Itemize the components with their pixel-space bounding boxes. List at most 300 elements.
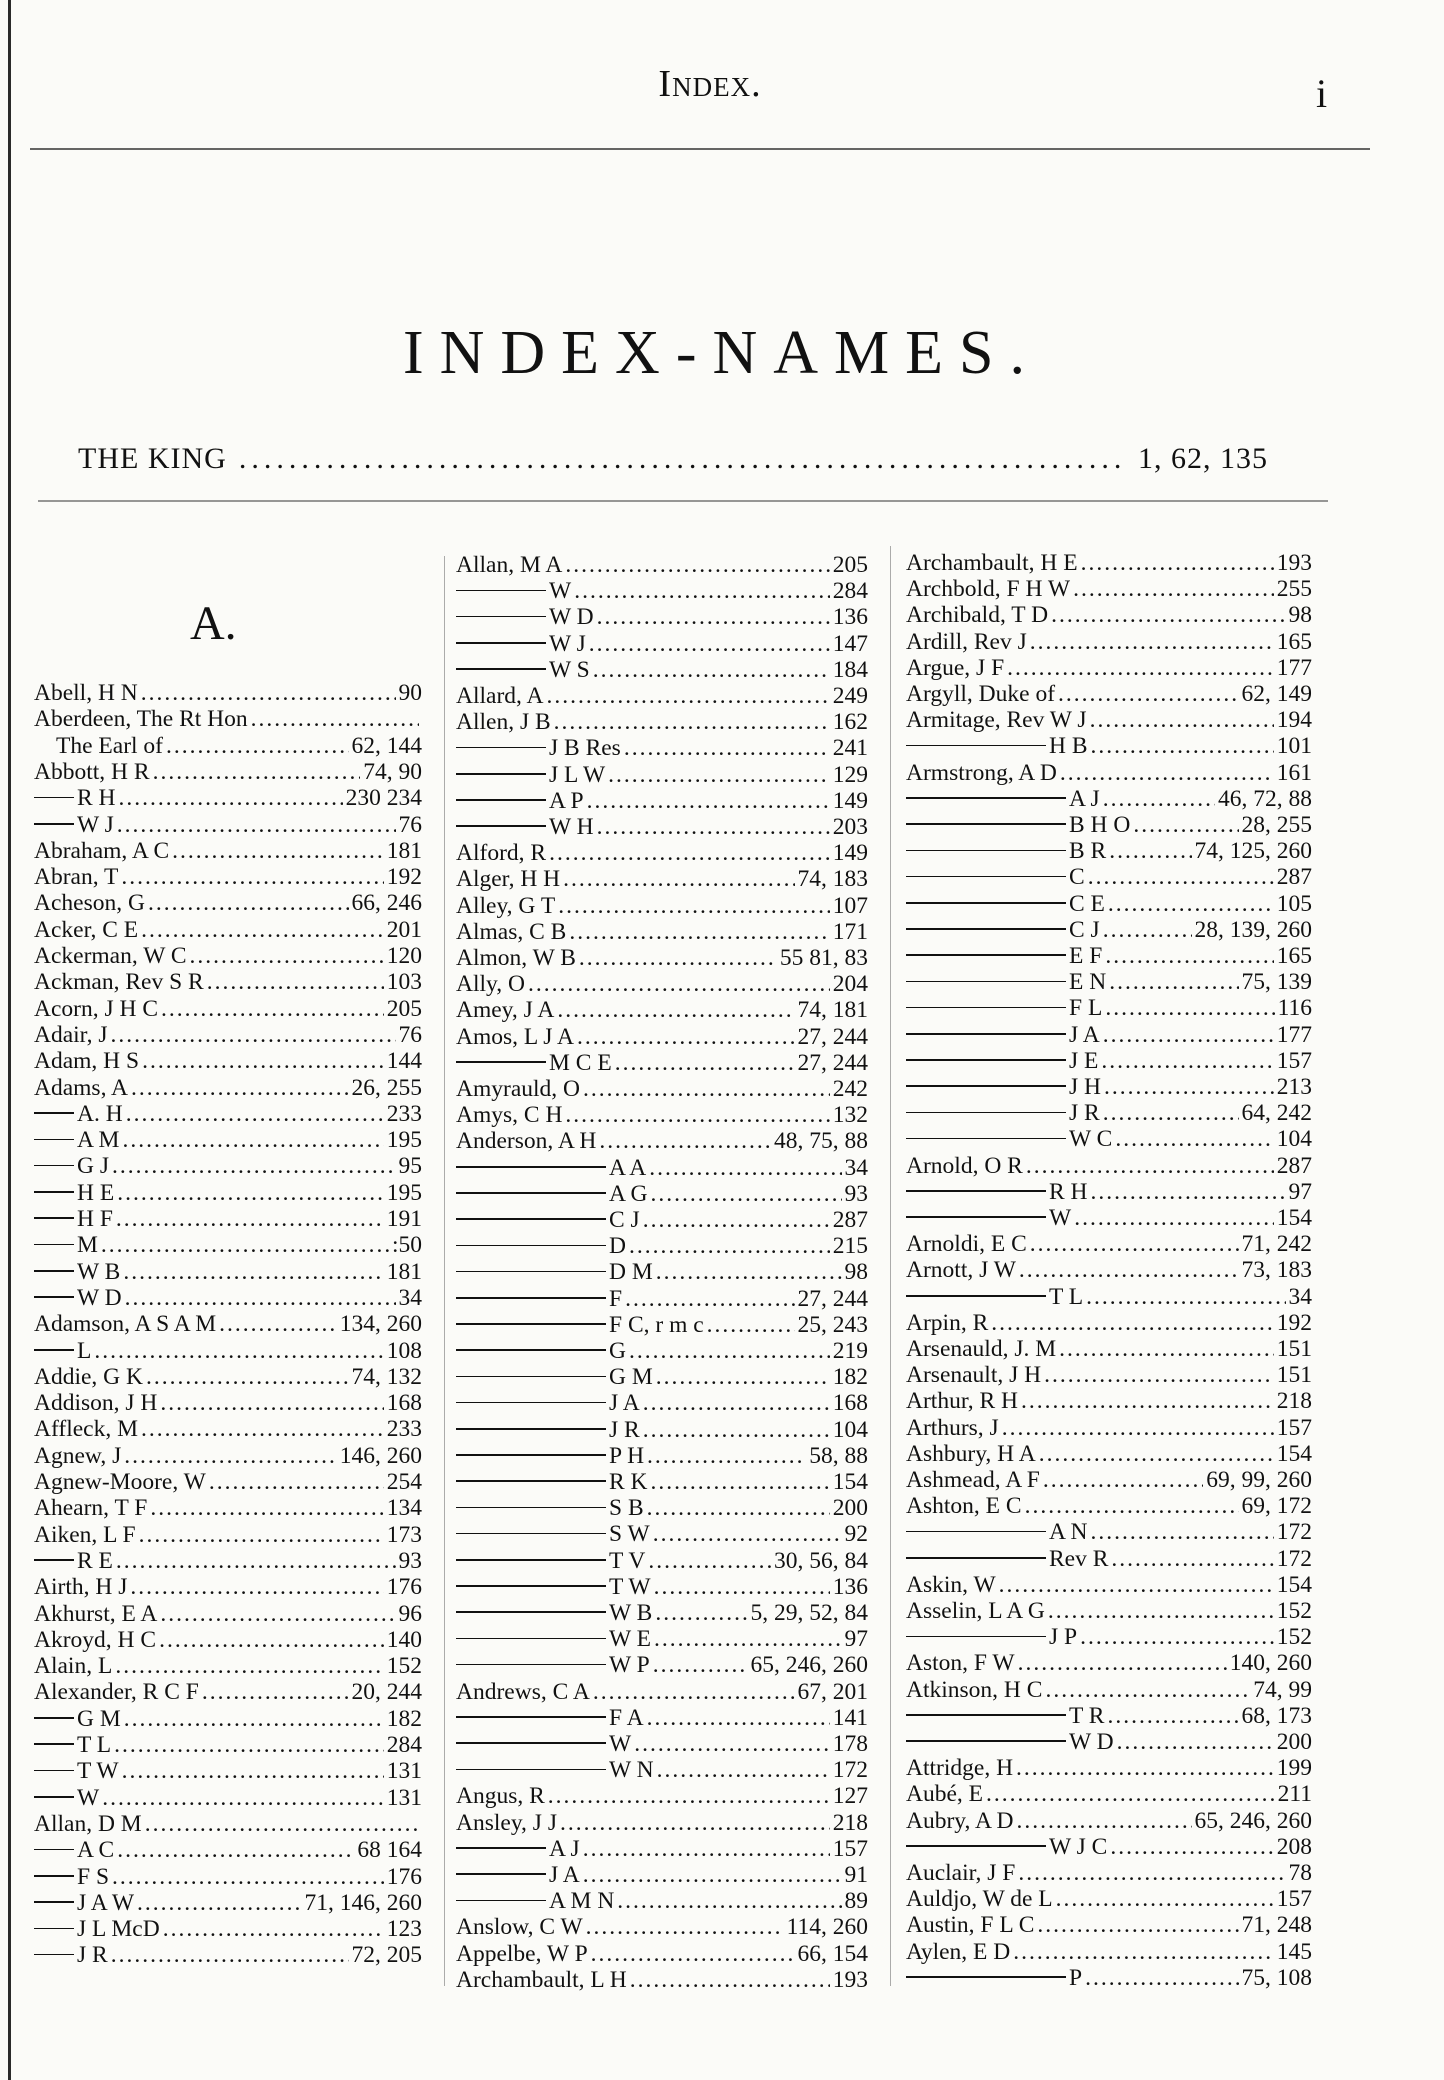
leader-dots [1016, 1755, 1274, 1781]
index-entry [906, 838, 1312, 864]
entry-name-text: Agnew, J [34, 1442, 122, 1469]
entry-pages: 192 [1276, 1309, 1312, 1336]
entry-pages: 68, 173 [1241, 1702, 1312, 1729]
entry-name [906, 733, 1088, 759]
entry-name [34, 1495, 147, 1521]
entry-name-text: Archambault, H E [906, 550, 1078, 576]
entry-pages: 134 [386, 1495, 422, 1522]
entry-name [906, 1100, 1100, 1126]
entry-name [34, 943, 187, 969]
entry-name [906, 917, 1100, 943]
leader-dots [1091, 733, 1274, 759]
index-entry [906, 891, 1312, 917]
entry-pages: 199 [1276, 1755, 1312, 1782]
index-entry [906, 969, 1312, 995]
entry-pages: 90 [398, 680, 422, 706]
entry-name [456, 1521, 650, 1547]
entry-name [456, 1155, 646, 1181]
ditto-rule [906, 954, 1066, 956]
leader-dots [1117, 1729, 1274, 1755]
entry-name-text: P H [609, 1442, 645, 1469]
leader-dots [1060, 760, 1274, 786]
entry-pages: 55 81, 83 [779, 945, 868, 971]
entry-name-text: J A W [77, 1889, 135, 1916]
leader-dots [583, 1862, 842, 1888]
entry-name [906, 655, 1004, 681]
entry-name-text: T W [609, 1573, 651, 1600]
entry-pages: 154 [1276, 1571, 1312, 1598]
index-entry [456, 709, 868, 735]
entry-name-text: Alexander, R C F [34, 1679, 199, 1706]
entry-pages: 192 [386, 864, 422, 891]
entry-name [456, 1128, 596, 1154]
entry-pages: 242 [832, 1076, 868, 1102]
entry-pages: 145 [1276, 1938, 1312, 1965]
leader-dots [1025, 1493, 1239, 1519]
entry-pages: 211 [1277, 1781, 1312, 1808]
entry-name [456, 1495, 644, 1521]
entry-name [906, 707, 1087, 733]
ditto-rule [906, 1033, 1066, 1035]
entry-name [456, 788, 584, 814]
entry-pages: 28, 255 [1241, 812, 1312, 838]
entry-pages: 161 [1276, 759, 1312, 786]
leader-dots [139, 1522, 384, 1548]
index-entry [456, 1836, 868, 1862]
index-entry [456, 1783, 868, 1809]
entry-name [34, 1153, 109, 1179]
ditto-rule [906, 902, 1066, 904]
entry-pages: 74, 132 [351, 1363, 422, 1390]
index-entry [906, 1834, 1312, 1860]
index-entry [906, 1415, 1312, 1441]
entry-name [906, 969, 1106, 995]
leader-dots [1103, 1100, 1239, 1126]
entry-name [906, 550, 1078, 576]
entry-name [34, 1232, 98, 1258]
ditto-rule [34, 1112, 74, 1114]
ditto-rule [456, 1402, 606, 1404]
index-entry [34, 1864, 422, 1890]
entry-name-text: M C E [549, 1049, 612, 1076]
entry-name-text: Archambault, L H [456, 1966, 627, 1993]
index-entry [906, 1965, 1312, 1991]
leader-dots [1007, 655, 1274, 681]
entry-name [456, 1941, 588, 1967]
entry-pages: 134, 260 [339, 1311, 422, 1338]
entry-name [34, 1732, 111, 1758]
entry-pages: 168 [832, 1390, 868, 1417]
entry-pages: 30, 56, 84 [774, 1547, 868, 1574]
entry-name-text: Akroyd, H C [34, 1626, 157, 1653]
entry-name [456, 1024, 574, 1050]
leader-dots [583, 1076, 830, 1102]
index-entry [456, 1600, 868, 1626]
leader-dots [116, 1206, 384, 1232]
entry-pages: 27, 244 [797, 1285, 868, 1312]
index-entry [906, 1310, 1312, 1336]
leader-dots [546, 683, 829, 709]
entry-name-text: R K [609, 1469, 648, 1495]
entry-name [906, 602, 1048, 628]
entry-name-text: F L [1069, 995, 1103, 1022]
entry-name-text: Aberdeen, The Rt Hon [34, 706, 248, 733]
leader-dots [112, 1864, 384, 1890]
entry-name [906, 1624, 1077, 1650]
entry-pages: 127 [832, 1783, 868, 1810]
leader-dots [625, 1286, 794, 1312]
leader-dots [1105, 943, 1273, 969]
entry-name-text: Askin, W [906, 1571, 996, 1598]
entry-name [34, 1311, 216, 1337]
entry-name [456, 683, 543, 709]
index-entry [456, 1259, 868, 1285]
index-entry [34, 1048, 422, 1074]
entry-name-text: Austin, F L C [906, 1912, 1035, 1939]
entry-pages: 78 [1288, 1860, 1312, 1886]
entry-name [34, 1890, 134, 1916]
ditto-rule [906, 1085, 1066, 1087]
index-entry [906, 864, 1312, 890]
index-entry [456, 1102, 868, 1128]
entry-name-text: Airth, H J [34, 1574, 128, 1601]
leader-dots [1104, 1074, 1274, 1100]
entry-name [456, 840, 546, 866]
entry-name [34, 1285, 122, 1311]
entry-name-text: T L [77, 1732, 112, 1758]
entry-name-text: Allan, M A [456, 552, 563, 578]
entry-name [456, 1862, 580, 1888]
entry-name [906, 1231, 1027, 1257]
entry-pages: 241 [832, 735, 868, 762]
entry-name-text: A G [609, 1180, 648, 1207]
entry-pages: 152 [1276, 1598, 1312, 1624]
index-entry [456, 1050, 868, 1076]
entry-name [906, 943, 1102, 969]
leader-dots [558, 893, 830, 919]
index-entry [456, 1233, 868, 1259]
entry-name-text: Rev R [1049, 1545, 1109, 1572]
entry-name-text: Asselin, L A G [906, 1598, 1045, 1624]
index-entry [34, 1443, 422, 1469]
index-entry [34, 1785, 422, 1811]
leader-dots [557, 997, 794, 1023]
entry-name-text: G [609, 1338, 626, 1364]
entry-pages: 136 [832, 604, 868, 631]
entry-name [906, 1415, 999, 1441]
entry-name [906, 891, 1105, 917]
entry-name-text: W J [549, 630, 586, 657]
entry-name [906, 1729, 1114, 1755]
entry-name-text: J E [1069, 1047, 1099, 1074]
entry-name [906, 1126, 1112, 1152]
entry-pages: 104 [832, 1416, 868, 1443]
leader-dots [1048, 1598, 1274, 1624]
entry-name-text: D M [609, 1259, 653, 1286]
ditto-rule [906, 1007, 1066, 1009]
leader-dots [1107, 1703, 1238, 1729]
entry-pages: 25, 243 [797, 1311, 868, 1338]
entry-pages: 200 [1276, 1729, 1312, 1755]
index-entry [34, 1311, 422, 1337]
entry-name [34, 917, 138, 943]
index-entry [34, 838, 422, 864]
entry-name-text: D [609, 1233, 626, 1260]
ditto-rule [34, 1217, 74, 1219]
leader-dots [207, 969, 384, 995]
index-entry [34, 1653, 422, 1679]
index-entry [456, 1626, 868, 1652]
leader-dots [1073, 576, 1274, 602]
entry-name-text: C [1069, 864, 1085, 891]
entry-name-text: E N [1069, 969, 1107, 996]
ditto-rule [906, 1976, 1066, 1978]
entry-name [34, 1679, 199, 1705]
entry-name [906, 1781, 983, 1807]
entry-pages: 27, 244 [797, 1049, 868, 1076]
entry-pages: 157 [832, 1835, 868, 1862]
leader-dots [1105, 995, 1274, 1021]
entry-name-text: Almon, W B [456, 945, 576, 971]
entry-name [456, 1626, 651, 1652]
entry-pages: 74, 90 [363, 758, 422, 785]
entry-name-text: The Earl of [56, 732, 164, 759]
section-letter: A. [190, 597, 237, 650]
entry-name-text: Aston, F W [906, 1650, 1015, 1677]
entry-pages: 154 [1276, 1440, 1312, 1467]
entry-pages: 103 [386, 969, 422, 996]
index-entry [34, 1837, 422, 1863]
index-entry [906, 1912, 1312, 1938]
ditto-rule [34, 797, 74, 799]
leader-dots [1058, 681, 1238, 707]
entry-pages: 132 [832, 1102, 868, 1129]
entry-pages: 71, 146, 260 [304, 1889, 422, 1916]
entry-name-text: Acker, C E [34, 916, 139, 943]
index-entry [906, 1362, 1312, 1388]
index-entry [906, 1860, 1312, 1886]
index-entry [906, 602, 1312, 628]
leader-dots [655, 1600, 747, 1626]
index-entry [456, 1364, 868, 1390]
leader-dots [593, 1679, 795, 1705]
ditto-rule [456, 642, 546, 644]
entry-name [456, 1469, 648, 1495]
entry-name-text: J L W [549, 761, 606, 788]
index-entry [34, 1495, 422, 1521]
leader-dots [565, 552, 829, 578]
index-entry [906, 1729, 1312, 1755]
entry-name-text: Amey, J A [456, 997, 555, 1024]
leader-dots [1043, 1467, 1203, 1493]
entry-name [906, 1755, 1013, 1781]
ditto-rule [34, 1770, 74, 1772]
index-entry [34, 1706, 422, 1732]
leader-dots [1030, 629, 1274, 655]
entry-name-text: Aiken, L F [34, 1521, 136, 1548]
ditto-rule [906, 928, 1066, 930]
entry-name-text: Arnoldi, E C [906, 1231, 1027, 1258]
entry-name [906, 1519, 1088, 1545]
ditto-rule [456, 1218, 606, 1220]
entry-name-text: A J [549, 1835, 580, 1862]
ditto-rule [456, 1349, 606, 1351]
ditto-rule [456, 1323, 606, 1325]
entry-name-text: S B [609, 1495, 644, 1522]
leader-dots [647, 1443, 806, 1469]
leader-dots [1019, 1257, 1239, 1283]
entry-pages: 287 [1276, 1152, 1312, 1179]
leader-dots [161, 996, 384, 1022]
entry-name-text: W P [609, 1652, 650, 1679]
entry-name [456, 735, 621, 761]
entry-name-text: J H [1069, 1074, 1101, 1100]
index-entry [34, 1416, 422, 1442]
leader-dots [1115, 1126, 1273, 1152]
index-entry [34, 785, 422, 811]
leader-dots [141, 917, 384, 943]
leader-dots [563, 866, 794, 892]
entry-pages: 98 [844, 1259, 868, 1286]
entry-pages: 284 [832, 578, 868, 605]
entry-name-text: E F [1069, 943, 1103, 969]
ditto-rule [456, 1480, 606, 1482]
leader-dots [1074, 1205, 1274, 1231]
ditto-rule [906, 1740, 1066, 1742]
index-entry [456, 1679, 868, 1705]
index-entry [906, 1519, 1312, 1545]
entry-name [456, 1810, 557, 1836]
entry-pages: 218 [832, 1809, 868, 1836]
entry-name [456, 1600, 652, 1626]
index-entry [906, 786, 1312, 812]
index-entry [34, 890, 422, 916]
entry-name [906, 1677, 1042, 1703]
entry-name [34, 759, 150, 785]
entry-pages: 157 [1276, 1047, 1312, 1074]
entry-name [906, 1022, 1100, 1048]
entry-pages: 149 [832, 840, 868, 867]
index-entry [34, 1153, 422, 1179]
entry-name-text: H E [77, 1179, 115, 1206]
leader-dots [1103, 786, 1215, 812]
index-entry [456, 604, 868, 630]
entry-pages: 104 [1276, 1126, 1312, 1153]
leader-dots [163, 1916, 384, 1942]
entry-pages: 64, 242 [1241, 1100, 1312, 1127]
entry-name [34, 1048, 139, 1074]
entry-name-text: Allan, D M [34, 1810, 142, 1837]
leader-dots [1018, 1650, 1227, 1676]
leader-dots [116, 1548, 396, 1574]
entry-pages: 66, 154 [797, 1940, 868, 1967]
leader-dots [586, 1914, 784, 1940]
leader-dots [560, 1810, 830, 1836]
ditto-rule [34, 1849, 74, 1851]
entry-name [456, 552, 562, 578]
entry-name-text: Abbott, H R [34, 758, 150, 785]
entry-name-text: A J [1069, 785, 1100, 812]
ditto-rule [34, 1244, 74, 1246]
entry-name-text: J R [609, 1416, 640, 1443]
index-entry [456, 997, 868, 1023]
entry-pages: 114, 260 [786, 1914, 868, 1941]
leader-dots [615, 1050, 795, 1076]
entry-pages: 66, 246 [351, 890, 422, 917]
entry-pages: :50 [391, 1232, 422, 1259]
entry-name-text: G M [77, 1705, 121, 1732]
leader-dots [1088, 864, 1274, 890]
leader-dots [1111, 1546, 1273, 1572]
index-entry [456, 1574, 868, 1600]
ditto-rule [456, 1297, 606, 1299]
entry-name-text: Archibald, T D [906, 602, 1049, 629]
entry-pages: 101 [1276, 733, 1312, 760]
leader-dots [121, 864, 383, 890]
entry-name [456, 1207, 640, 1233]
leader-dots [629, 1338, 830, 1364]
entry-name [906, 1598, 1045, 1624]
index-entry [34, 864, 422, 890]
leader-dots [569, 919, 829, 945]
index-entry [456, 1155, 868, 1181]
entry-name [34, 706, 248, 732]
entry-name [456, 1731, 631, 1757]
entry-name [456, 866, 560, 892]
entry-name-text: A M [77, 1127, 120, 1154]
index-entry [906, 1781, 1312, 1807]
entry-pages: 74, 183 [797, 866, 868, 893]
index-entry [456, 1390, 868, 1416]
entry-name-text: Anderson, A H [456, 1128, 597, 1155]
entry-name [906, 1205, 1071, 1231]
index-entry [34, 1364, 422, 1390]
index-entry [906, 1546, 1312, 1572]
entry-pages: 154 [1276, 1205, 1312, 1231]
entry-pages: 255 [1276, 576, 1312, 603]
entry-name [906, 1153, 1023, 1179]
entry-name-text: Armitage, Rev W J [906, 707, 1087, 734]
entry-name-text: Amyrauld, O [456, 1076, 581, 1102]
leader-dots [150, 1495, 383, 1521]
entry-name-text: Acheson, G [34, 890, 145, 917]
entry-name [906, 838, 1106, 864]
entry-name [906, 1650, 1015, 1676]
ditto-rule [906, 850, 1066, 852]
index-entry [34, 943, 422, 969]
ditto-rule [906, 1059, 1066, 1061]
leader-dots [209, 1469, 384, 1495]
entry-pages: 107 [832, 892, 868, 919]
leader-dots [1081, 550, 1274, 576]
index-entry [906, 681, 1312, 707]
index-entry [456, 866, 868, 892]
ditto-rule [906, 876, 1066, 878]
index-entry [906, 1074, 1312, 1100]
king-name: THE KING [78, 442, 227, 475]
leader-dots [131, 1075, 349, 1101]
leader-dots [1044, 1362, 1274, 1388]
index-entry [906, 1808, 1312, 1834]
leader-dots [599, 1128, 771, 1154]
entry-pages: 58, 88 [809, 1442, 868, 1469]
entry-name [34, 785, 116, 811]
index-entry [456, 1128, 868, 1154]
index-entry [906, 1598, 1312, 1624]
entry-name [456, 1574, 651, 1600]
entry-pages: 254 [386, 1469, 422, 1495]
entry-name-text: W E [609, 1626, 651, 1653]
